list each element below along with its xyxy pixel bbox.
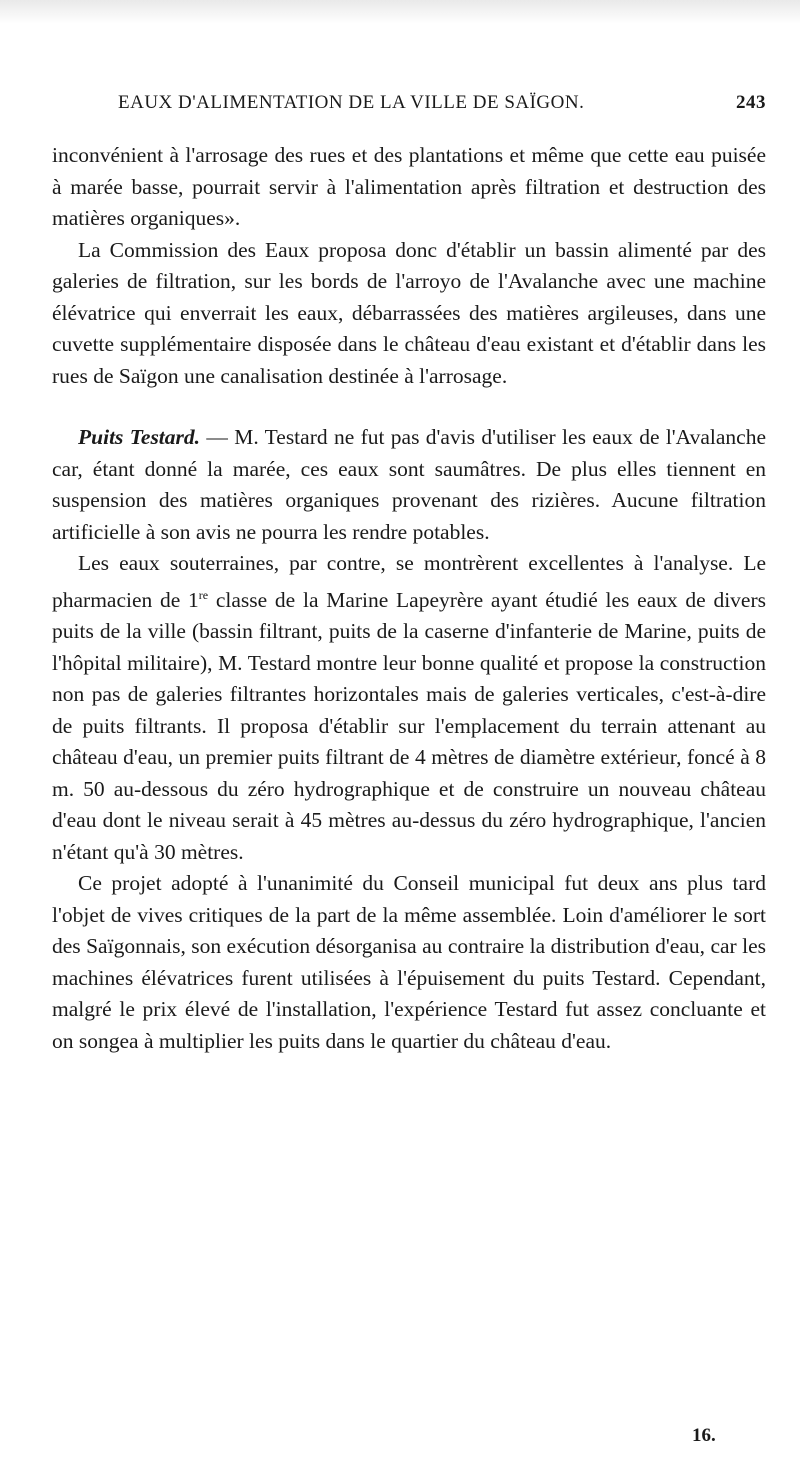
section-spacer [52, 392, 766, 422]
ordinal-superscript: re [198, 587, 209, 602]
running-title: EAUX D'ALIMENTATION DE LA VILLE DE SAÏGON. [118, 92, 585, 113]
paragraph-commission [52, 235, 766, 393]
paragraph-text: Ce projet adopté à l'unanimité du Conseil municipal fut deux ans plus tard l'objet de vives critiques de la part de la même assemblée. Loin d'améliorer le sort des Saïgonnais, son exécution désorganisa au contraire la distribution d'eau, car les machines élévatrices furent utilisées à l'épuisement du puits Testard. Cependant, malgré le prix élevé de l'installation, l'expérience Testard fut assez concluante et on songea à multiplier les puits dans le quartier du château d'eau. [52, 871, 766, 1053]
scan-edge-shadow [0, 0, 800, 24]
body-text [52, 140, 766, 1057]
paragraph-continuation [52, 140, 766, 235]
paragraph-puits-testard [52, 422, 766, 548]
section-title: Puits Testard. [78, 425, 201, 449]
page-number: 243 [736, 92, 766, 113]
signature-mark: 16. [692, 1425, 716, 1446]
paragraph-text: La Commission des Eaux proposa donc d'établir un bassin alimenté par des galeries de filtration, sur les bords de l'arroyo de l'Avalanche avec une machine élévatrice qui enverrait les eaux, débarrassées des matières argileuses, dans une cuvette supplémentaire disposée dans le château d'eau existant et d'établir dans les rues de Saïgon une canalisation destinée à l'arrosage. [52, 237, 766, 388]
paragraph-eaux-souterraines [52, 548, 766, 868]
running-header [118, 92, 766, 122]
paragraph-text: — M. Testard ne fut pas d'avis d'utiliser les eaux de l'Avalanche car, étant donné la marée, ces eaux sont saumâtres. De plus elles tiennent en suspension des matières organiques provenant des rizières. Aucune filtration artificielle à son avis ne pourra les rendre potables. [52, 425, 766, 544]
paragraph-text-part-b: classe de la Marine Lapeyrère ayant étudié les eaux de divers puits de la ville (bassin filtrant, puits de la caserne d'infanterie de Marine, puits de l'hôpital militaire), M. Testard montre leur bonne qualité et propose la construction non pas de galeries filtrantes horizontales mais de galeries verticales, c'est-à-dire de puits filtrants. Il proposa d'établir sur l'emplacement du terrain attenant au château d'eau, un premier puits filtrant de 4 mètres de diamètre extérieur, foncé à 8 m. 50 au-dessous du zéro hydrographique et de construire un nouveau château d'eau dont le niveau serait à 45 mètres au-dessus du zéro hydrographique, l'ancien n'étant qu'à 30 mètres. [52, 587, 766, 864]
paragraph-text-part-a: Les eaux souterraines, par contre, se montrèrent excellentes à l'analyse. Le pharmacien de 1 [52, 551, 766, 612]
paragraph-projet [52, 868, 766, 1057]
paragraph-text: inconvénient à l'arrosage des rues et des plantations et même que cette eau puisée à marée basse, pourrait servir à l'alimentation après filtration et destruction des matières organiques». [52, 143, 766, 230]
